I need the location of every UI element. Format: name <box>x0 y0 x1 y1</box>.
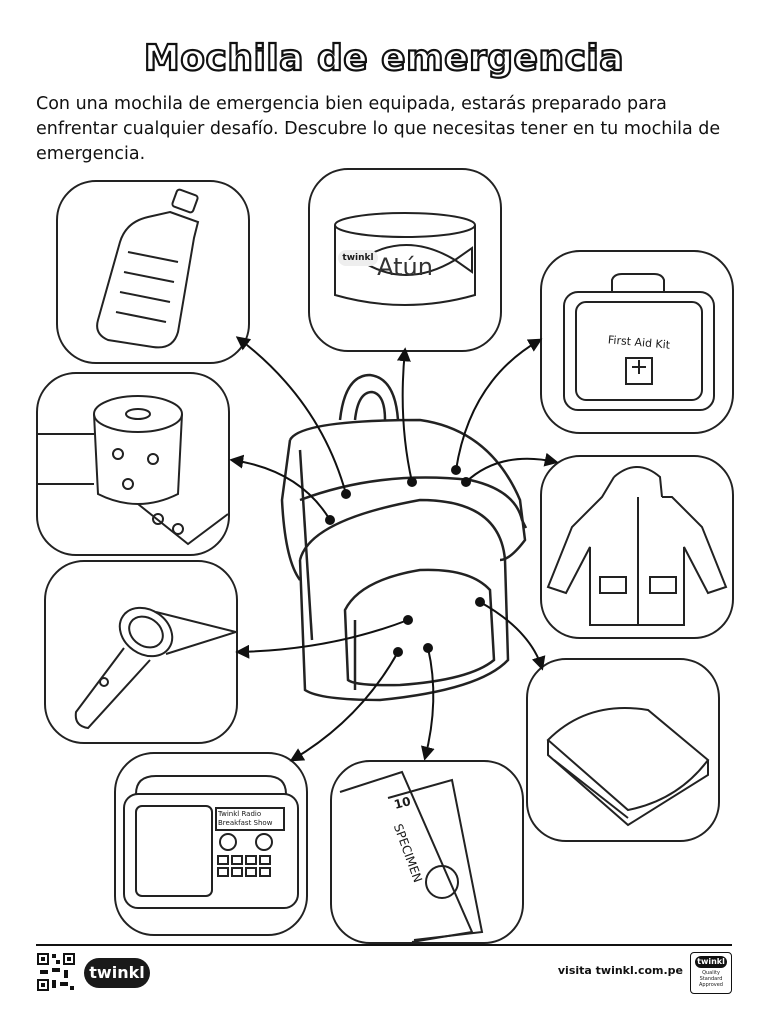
banknote-value: 10 <box>392 794 413 812</box>
toilet-paper-icon <box>38 374 228 554</box>
tuna-brand-label: twinkl <box>338 250 378 266</box>
card-radio <box>114 752 308 936</box>
footer-visit-link[interactable]: visita twinkl.com.pe <box>557 964 683 977</box>
footer-divider <box>36 944 732 946</box>
card-flashlight <box>44 560 238 744</box>
badge-logo: twinkl <box>695 956 727 968</box>
water-bottle-icon <box>58 182 248 362</box>
radio-display-line-1: Twinkl Radio <box>218 810 262 818</box>
banknote-specimen: SPECIMEN <box>390 822 425 885</box>
card-raincoat <box>540 455 734 639</box>
qr-code-icon <box>36 952 76 992</box>
blanket-icon <box>528 660 718 840</box>
card-money <box>330 760 524 944</box>
card-water-bottle <box>56 180 250 364</box>
raincoat-icon <box>542 457 732 637</box>
card-tuna-can <box>308 168 502 352</box>
badge-text: Quality Standard Approved <box>699 970 723 988</box>
card-first-aid-kit <box>540 250 734 434</box>
radio-display-line-2: Breakfast Show <box>218 819 273 827</box>
page-title: Mochila de emergencia <box>143 38 625 79</box>
intro-text: Con una mochila de emergencia bien equipada, estarás preparado para enfrentar cualquier desafío. Descubre lo que necesitas tener en tu mochila de emergencia. <box>36 94 721 164</box>
first-aid-label: First Aid Kit <box>607 333 671 352</box>
money-icon <box>332 762 522 942</box>
quality-badge <box>690 952 732 994</box>
radio-icon <box>116 754 306 934</box>
tuna-label: Atún <box>377 253 433 281</box>
flashlight-icon <box>46 562 236 742</box>
twinkl-logo: twinkl <box>84 958 150 988</box>
card-toilet-paper <box>36 372 230 556</box>
connector-dots <box>325 465 485 657</box>
connector-arrows <box>232 338 556 760</box>
backpack-icon <box>282 375 526 700</box>
card-blanket <box>526 658 720 842</box>
